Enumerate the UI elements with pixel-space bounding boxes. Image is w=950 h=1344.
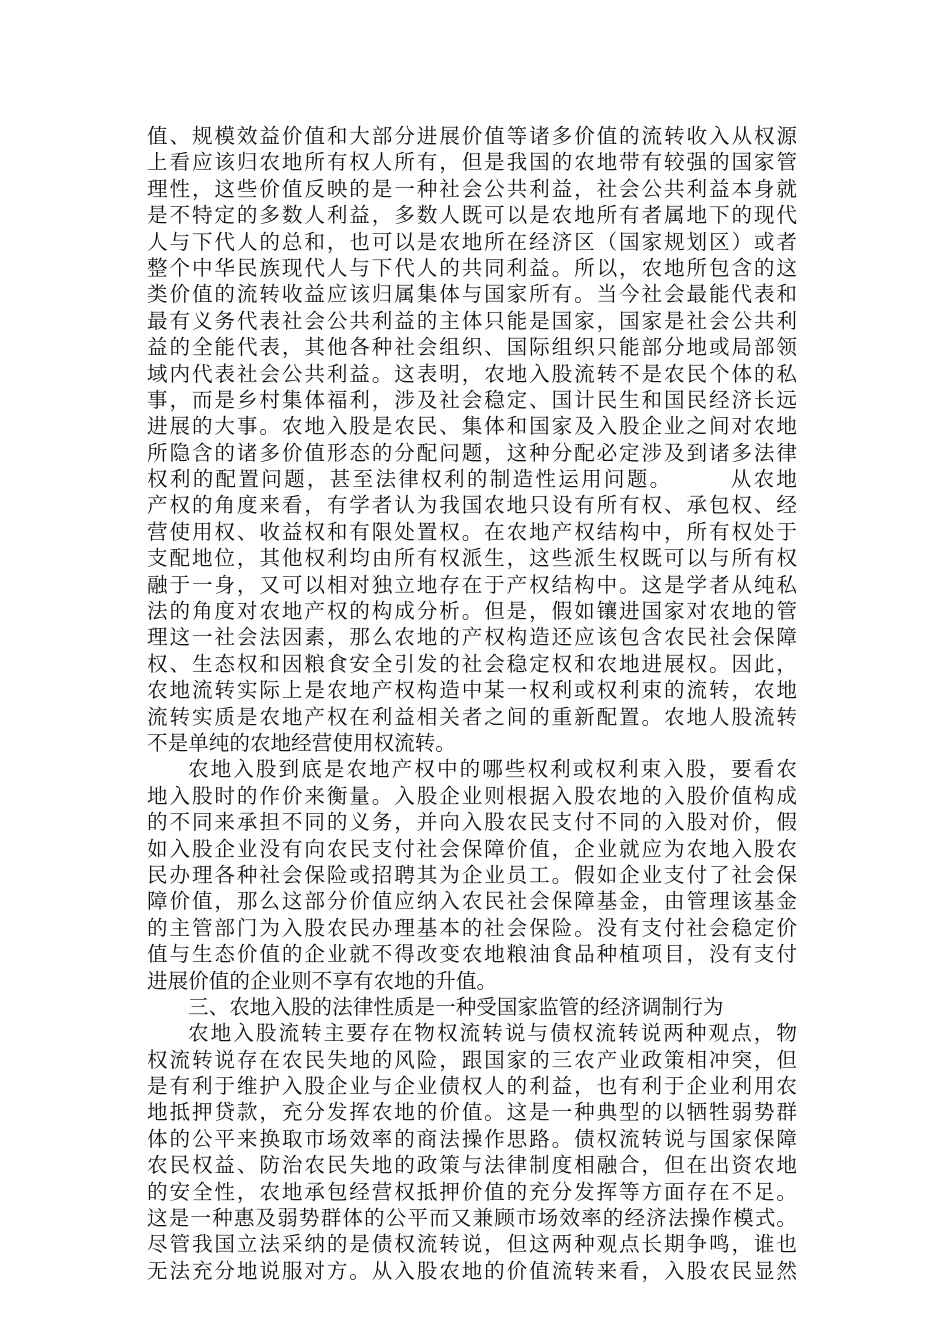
text-line: 体的公平来换取市场效率的商法操作思路。债权流转说与国家保障: [147, 1126, 797, 1151]
text-line: 民办理各种社会保险或招聘其为企业员工。假如企业支付了社会保: [147, 862, 797, 887]
text-line: 农地入股流转主要存在物权流转说与债权流转说两种观点，物: [188, 1021, 797, 1046]
text-line: 流转实质是农地产权在利益相关者之间的重新配置。农地人股流转: [147, 704, 797, 729]
text-line: 障价值，那么这部分价值应纳入农民社会保障基金，由管理该基金: [147, 889, 797, 914]
text-line: 益的全能代表，其他各种社会组织、国际组织只能部分地或局部领: [147, 335, 797, 360]
text-line: 农地流转实际上是农地产权构造中某一权利或权利束的流转，农地: [147, 678, 797, 703]
text-line: 无法充分地说服对方。从入股农地的价值流转来看，入股农民显然: [147, 1258, 797, 1283]
text-line: 最有义务代表社会公共利益的主体只能是国家，国家是社会公共利: [147, 308, 797, 333]
text-line: 进展的大事。农地入股是农民、集体和国家及入股企业之间对农地: [147, 414, 797, 439]
text-line: 地入股时的作价来衡量。入股企业则根据入股农地的入股价值构成: [147, 783, 797, 808]
text-line: 不是单纯的农地经营使用权流转。: [147, 730, 456, 755]
text-line: 整个中华民族现代人与下代人的共同利益。所以，农地所包含的这: [147, 255, 797, 280]
text-line: 人与下代人的总和，也可以是农地所在经济区（国家规划区）或者: [147, 229, 797, 254]
text-line: 农地入股到底是农地产权中的哪些权利或权利束入股，要看农: [188, 757, 797, 782]
text-line: 营使用权、收益权和有限处置权。在农地产权结构中，所有权处于: [147, 519, 797, 544]
text-line: 如入股企业没有向农民支付社会保障价值，企业就应为农地入股农: [147, 836, 797, 861]
text-line: 的主管部门为入股农民办理基本的社会保险。没有支付社会稳定价: [147, 915, 797, 940]
text-line: 法的角度对农地产权的构成分析。但是，假如镶进国家对农地的管: [147, 599, 797, 624]
text-line: 权、生态权和因粮食安全引发的社会稳定权和农地进展权。因此，: [147, 651, 797, 676]
text-line: 权利的配置问题，甚至法律权利的制造性运用问题。 从农地: [147, 467, 797, 492]
text-line: 三、农地入股的法律性质是一种受国家监管的经济调制行为: [188, 994, 724, 1019]
text-line: 农民权益、防治农民失地的政策与法律制度相融合，但在出资农地: [147, 1153, 797, 1178]
body-text: [147, 123, 797, 1284]
text-line: 值、规模效益价值和大部分进展价值等诸多价值的流转收入从权源: [147, 124, 797, 148]
text-line: 理性，这些价值反映的是一种社会公共利益，社会公共利益本身就: [147, 176, 797, 201]
text-line: 理这一社会法因素，那么农地的产权构造还应该包含农民社会保障: [147, 625, 797, 650]
text-line: 融于一身，又可以相对独立地存在于产权结构中。这是学者从纯私: [147, 572, 797, 597]
text-line: 地抵押贷款，充分发挥农地的价值。这是一种典型的以牺牲弱势群: [147, 1100, 797, 1125]
text-line: 是有利于维护入股企业与企业债权人的利益，也有利于企业利用农: [147, 1074, 797, 1099]
text-line: 是不特定的多数人利益，多数人既可以是农地所有者属地下的现代: [147, 203, 797, 228]
text-line: 值与生态价值的企业就不得改变农地粮油食品种植项目，没有支付: [147, 942, 797, 967]
text-line: 支配地位，其他权利均由所有权派生，这些派生权既可以与所有权: [147, 546, 797, 571]
text-line: 事，而是乡村集体福利，涉及社会稳定、国计民生和国民经济长远: [147, 387, 797, 412]
text-line: 进展价值的企业则不享有农地的升值。: [147, 968, 498, 993]
text-line: 权流转说存在农民失地的风险，跟国家的三农产业政策相冲突，但: [147, 1047, 797, 1072]
text-line: 域内代表社会公共利益。这表明，农地入股流转不是农民个体的私: [147, 361, 797, 386]
text-line: 产权的角度来看，有学者认为我国农地只设有所有权、承包权、经: [147, 493, 797, 518]
text-line: 所隐含的诸多价值形态的分配问题，这种分配必定涉及到诸多法律: [147, 440, 797, 465]
text-line: 这是一种惠及弱势群体的公平而又兼顾市场效率的经济法操作模式。: [147, 1206, 797, 1231]
text-line: 的安全性，农地承包经营权抵押价值的充分发挥等方面存在不足。: [147, 1179, 797, 1204]
text-line: 的不同来承担不同的义务，并向入股农民支付不同的入股对价，假: [147, 810, 797, 835]
text-line: 尽管我国立法采纳的是债权流转说，但这两种观点长期争鸣，谁也: [147, 1232, 797, 1257]
text-line: 类价值的流转收益应该归属集体与国家所有。当今社会最能代表和: [147, 282, 797, 307]
text-line: 上看应该归农地所有权人所有，但是我国的农地带有较强的国家管: [147, 150, 797, 175]
